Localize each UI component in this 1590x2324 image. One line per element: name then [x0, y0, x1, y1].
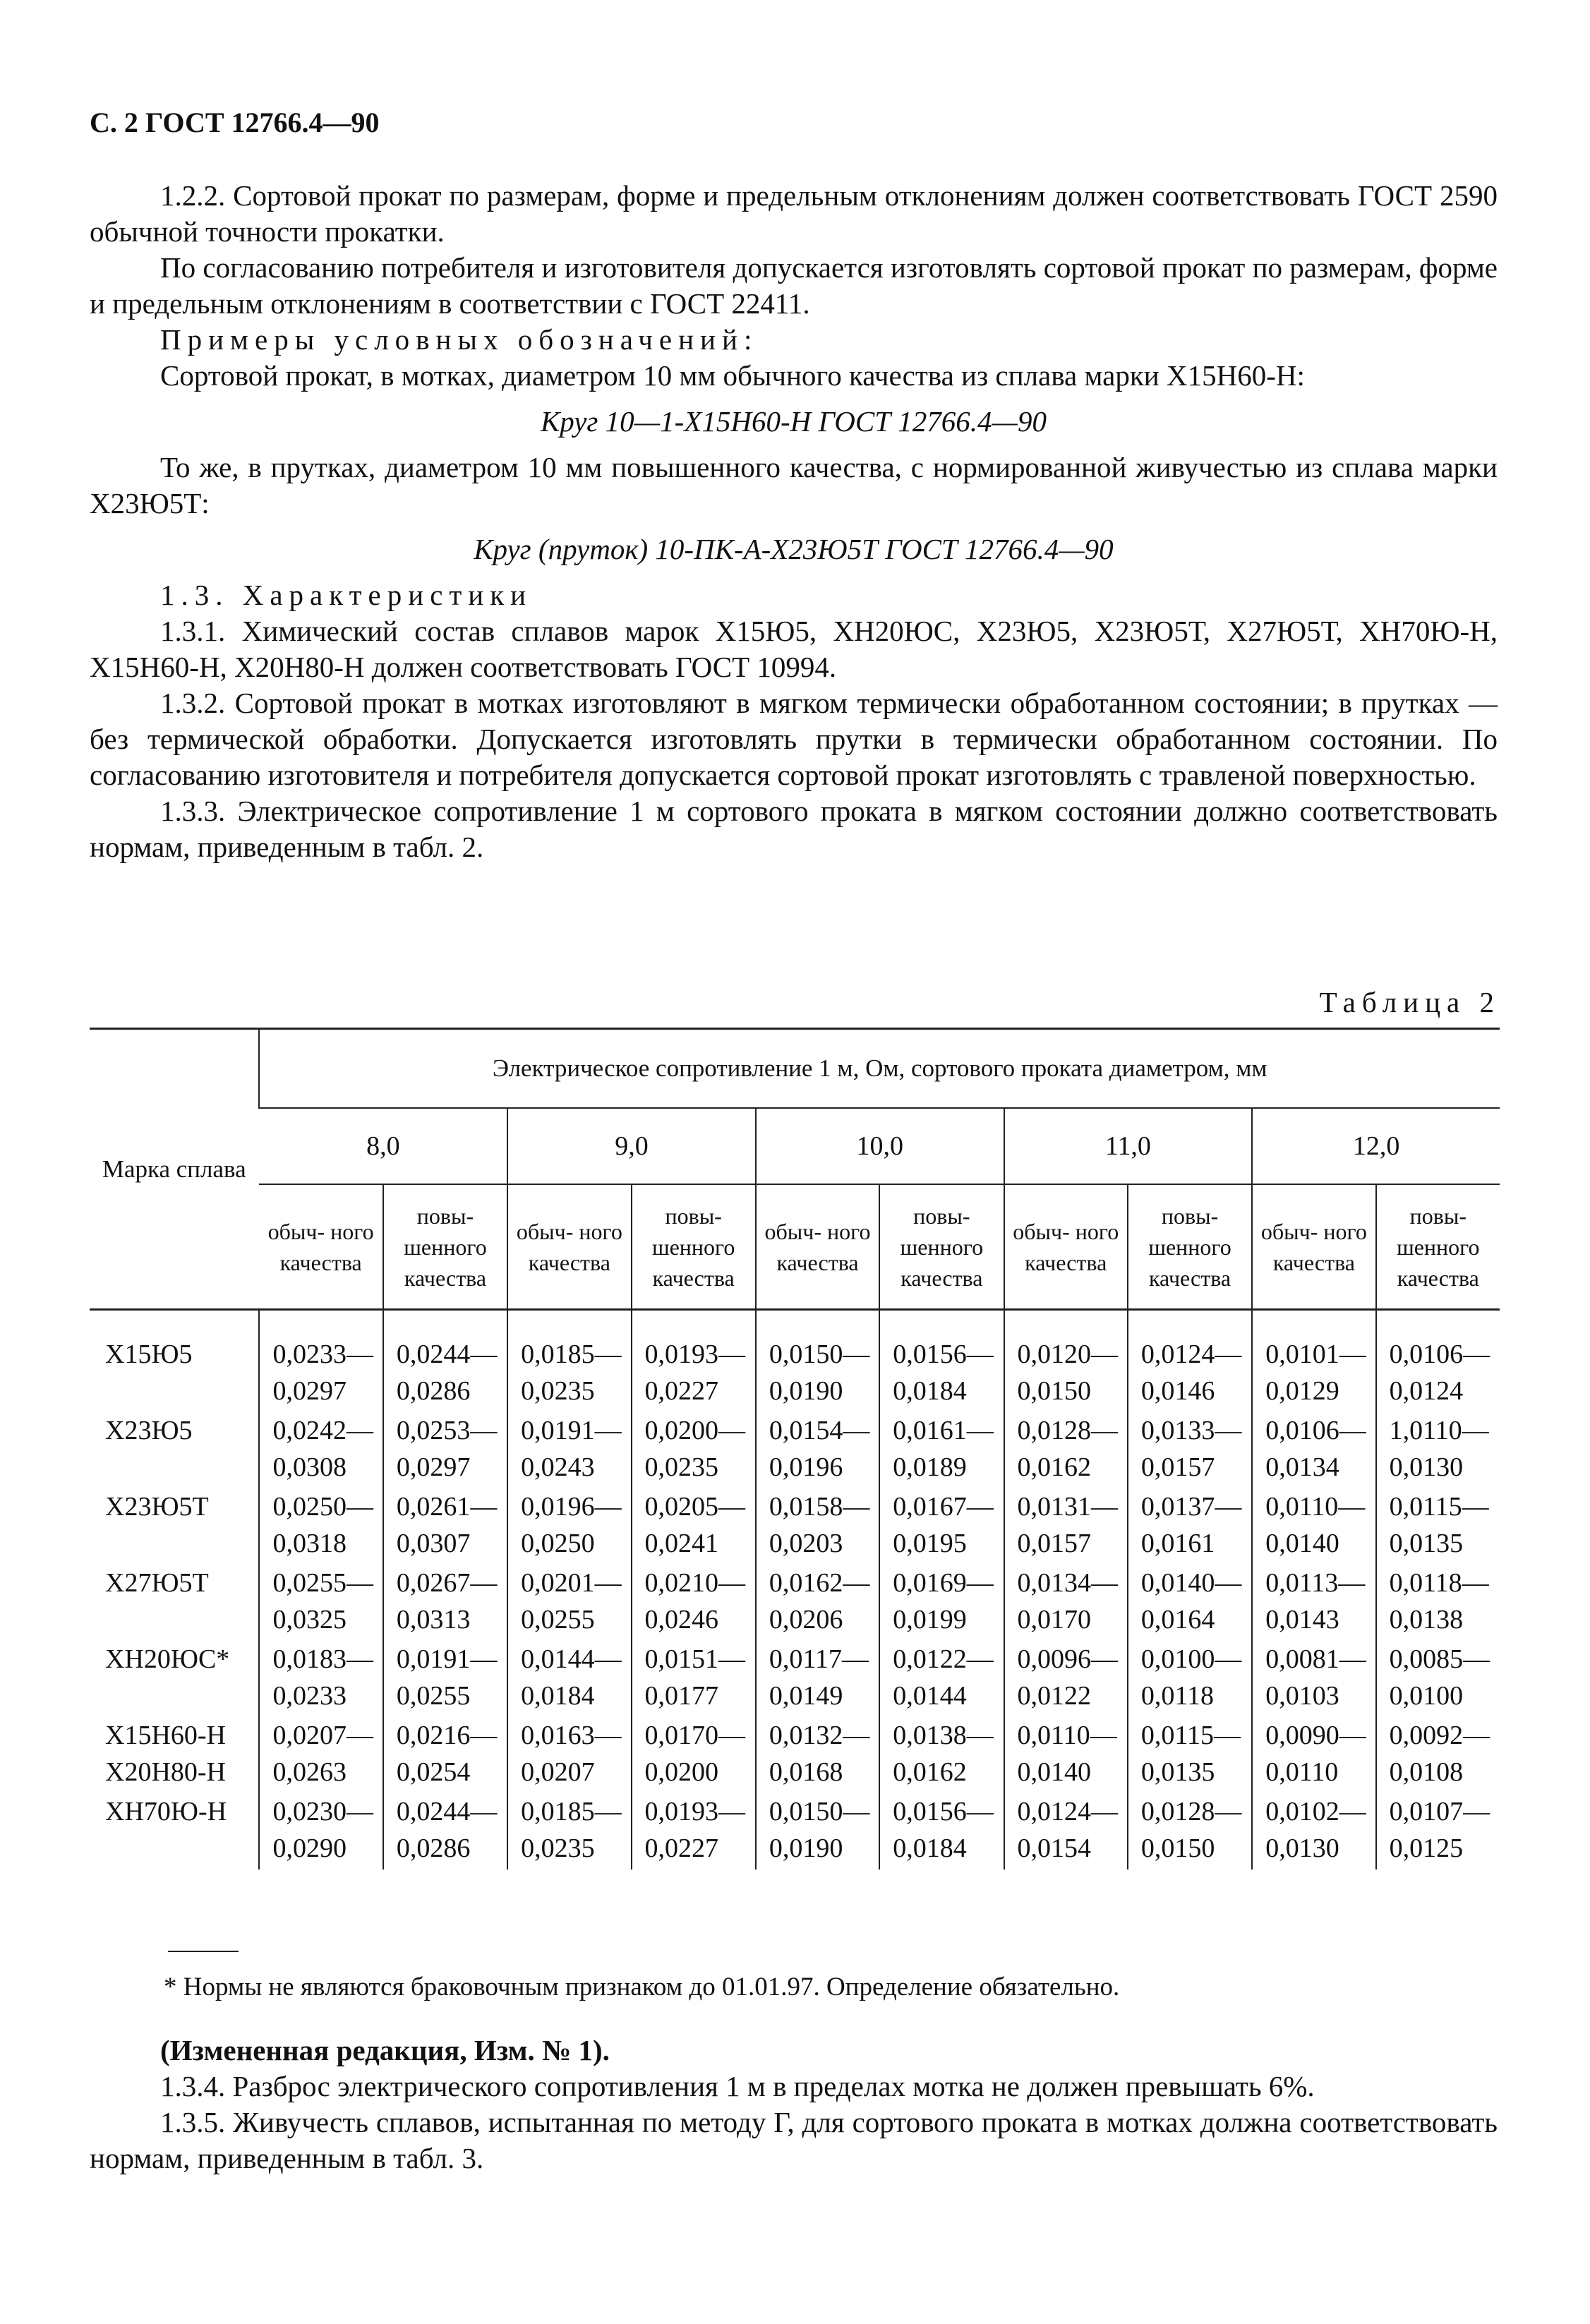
resistance-cell: 0,0162— 0,0206 [756, 1565, 879, 1641]
quality-high-header: повы- шенного качества [879, 1184, 1004, 1310]
paragraph-1-3-2: 1.3.2. Сортовой прокат в мотках изготовляют в мягком термически обработанном состоянии; в прутках — без термической обработки. Допускается изготовлять прутки в термически обработанном состоянии. По согласованию изготовителя и потребителя допускается сортовой прокат изготовлять с травленой поверхностью. [90, 687, 1498, 791]
resistance-cell: 0,0138— 0,0162 [879, 1717, 1004, 1793]
paragraph-1-3-3: 1.3.3. Электрическое сопротивление 1 м сортового проката в мягком состоянии должно соответствовать нормам, приведенным в табл. 2. [90, 795, 1498, 863]
resistance-cell: 0,0150— 0,0190 [756, 1793, 879, 1870]
resistance-cell: 0,0169— 0,0199 [879, 1565, 1004, 1641]
resistance-cell: 0,0134— 0,0170 [1004, 1565, 1128, 1641]
paragraph-1-3-4: 1.3.4. Разброс электрического сопротивления 1 м в пределах мотка не должен превышать 6%. [160, 2070, 1315, 2102]
resistance-cell: 1,0110— 0,0130 [1376, 1412, 1500, 1488]
resistance-cell: 0,0150— 0,0190 [756, 1336, 879, 1412]
resistance-cell: 0,0193— 0,0227 [632, 1793, 756, 1870]
resistance-cell: 0,0200— 0,0235 [632, 1412, 756, 1488]
grade-cell: Х23Ю5Т [105, 1492, 209, 1522]
example-1-description: Сортовой прокат, в мотках, диаметром 10 мм обычного качества из сплава марки Х15Н60-Н: [160, 359, 1305, 392]
diameter-header: 8,0 [259, 1108, 507, 1184]
resistance-cell: 0,0122— 0,0144 [879, 1641, 1004, 1717]
resistance-cell: 0,0106— 0,0134 [1252, 1412, 1375, 1488]
resistance-cell: 0,0132— 0,0168 [756, 1717, 879, 1793]
resistance-cell: 0,0156— 0,0184 [879, 1793, 1004, 1870]
resistance-cell: 0,0191— 0,0255 [383, 1641, 507, 1717]
resistance-main-header: Электрическое сопротивление 1 м, Ом, сортового проката диаметром, мм [259, 1029, 1500, 1109]
resistance-cell: 0,0101— 0,0129 [1252, 1336, 1375, 1412]
grade-cell: ХН20ЮС* [105, 1644, 230, 1674]
paragraph-agreement: По согласованию потребителя и изготовителя допускается изготовлять сортовой прокат по размерам, форме и предельным отклонениям в соответствии с ГОСТ 22411. [90, 251, 1498, 320]
resistance-cell: 0,0193— 0,0227 [632, 1336, 756, 1412]
resistance-cell: 0,0115— 0,0135 [1128, 1717, 1252, 1793]
paragraph-1-3-1: 1.3.1. Химический состав сплавов марок Х15Ю5, ХН20ЮС, Х23Ю5, Х23Ю5Т, Х27Ю5Т, ХН70Ю-Н, Х15Н60-Н, Х20Н80-Н должен соответствовать ГОСТ 10994. [90, 615, 1498, 683]
resistance-cell: 0,0128— 0,0162 [1004, 1412, 1128, 1488]
resistance-cell: 0,0183— 0,0233 [259, 1641, 383, 1717]
resistance-cell: 0,0081— 0,0103 [1252, 1641, 1375, 1717]
resistance-cell: 0,0102— 0,0130 [1252, 1793, 1375, 1870]
footnote-rule [168, 1951, 239, 1952]
resistance-cell: 0,0244— 0,0286 [383, 1336, 507, 1412]
quality-normal-header: обыч- ного качества [756, 1184, 879, 1310]
table-row [90, 1641, 1500, 1717]
resistance-cell: 0,0156— 0,0184 [879, 1336, 1004, 1412]
paragraph-1-3-5: 1.3.5. Живучесть сплавов, испытанная по методу Г, для сортового проката в мотках должна соответствовать нормам, приведенным в табл. 3. [90, 2106, 1498, 2174]
resistance-cell: 0,0154— 0,0196 [756, 1412, 879, 1488]
table-caption: Таблица 2 [1319, 986, 1500, 1018]
paragraph-1-2-2: 1.2.2. Сортовой прокат по размерам, форме и предельным отклонениям должен соответствовать ГОСТ 2590 обычной точности прокатки. [90, 179, 1498, 248]
resistance-cell: 0,0113— 0,0143 [1252, 1565, 1375, 1641]
resistance-cell: 0,0233— 0,0297 [259, 1336, 383, 1412]
example-2-description: То же, в прутках, диаметром 10 мм повышенного качества, с нормированной живучестью из сплава марки Х23Ю5Т: [90, 451, 1498, 519]
footnote: * Нормы не являются браковочным признаком до 01.01.97. Определение обязательно. [164, 1973, 1120, 2001]
resistance-cell: 0,0185— 0,0235 [507, 1336, 631, 1412]
resistance-cell: 0,0133— 0,0157 [1128, 1412, 1252, 1488]
table-row [90, 1565, 1500, 1641]
quality-high-header: повы- шенного качества [1128, 1184, 1252, 1310]
resistance-cell: 0,0207— 0,0263 [259, 1717, 383, 1793]
resistance-cell: 0,0230— 0,0290 [259, 1793, 383, 1870]
grade-cell: Х15Ю5 [105, 1339, 193, 1369]
resistance-cell: 0,0118— 0,0138 [1376, 1565, 1500, 1641]
resistance-cell: 0,0124— 0,0154 [1004, 1793, 1128, 1870]
resistance-cell: 0,0267— 0,0313 [383, 1565, 507, 1641]
grade-cell: Х15Н60-Н Х20Н80-Н [105, 1721, 226, 1787]
resistance-cell: 0,0124— 0,0146 [1128, 1336, 1252, 1412]
quality-normal-header: обыч- ного качества [1252, 1184, 1375, 1310]
resistance-cell: 0,0210— 0,0246 [632, 1565, 756, 1641]
grade-column-header: Марка сплава [90, 1029, 259, 1310]
resistance-cell: 0,0205— 0,0241 [632, 1488, 756, 1565]
quality-normal-header: обыч- ного качества [259, 1184, 383, 1310]
resistance-cell: 0,0096— 0,0122 [1004, 1641, 1128, 1717]
resistance-cell: 0,0092— 0,0108 [1376, 1717, 1500, 1793]
resistance-cell: 0,0128— 0,0150 [1128, 1793, 1252, 1870]
diameter-header: 12,0 [1252, 1108, 1500, 1184]
resistance-cell: 0,0158— 0,0203 [756, 1488, 879, 1565]
resistance-cell: 0,0163— 0,0207 [507, 1717, 631, 1793]
resistance-cell: 0,0242— 0,0308 [259, 1412, 383, 1488]
quality-normal-header: обыч- ного качества [1004, 1184, 1128, 1310]
quality-high-header: повы- шенного качества [632, 1184, 756, 1310]
resistance-cell: 0,0151— 0,0177 [632, 1641, 756, 1717]
quality-high-header: повы- шенного качества [1376, 1184, 1500, 1310]
resistance-cell: 0,0261— 0,0307 [383, 1488, 507, 1565]
table-row [90, 1336, 1500, 1412]
resistance-cell: 0,0170— 0,0200 [632, 1717, 756, 1793]
resistance-cell: 0,0100— 0,0118 [1128, 1641, 1252, 1717]
diameter-header: 10,0 [756, 1108, 1004, 1184]
resistance-cell: 0,0185— 0,0235 [507, 1793, 631, 1870]
resistance-cell: 0,0107— 0,0125 [1376, 1793, 1500, 1870]
upper-text-block [90, 178, 1498, 865]
resistance-cell: 0,0161— 0,0189 [879, 1412, 1004, 1488]
resistance-cell: 0,0090— 0,0110 [1252, 1717, 1375, 1793]
resistance-cell: 0,0085— 0,0100 [1376, 1641, 1500, 1717]
resistance-cell: 0,0253— 0,0297 [383, 1412, 507, 1488]
table-row [90, 1412, 1500, 1488]
resistance-cell: 0,0255— 0,0325 [259, 1565, 383, 1641]
resistance-cell: 0,0144— 0,0184 [507, 1641, 631, 1717]
resistance-cell: 0,0167— 0,0195 [879, 1488, 1004, 1565]
resistance-cell: 0,0216— 0,0254 [383, 1717, 507, 1793]
lower-text-block [90, 2033, 1498, 2177]
page-header: С. 2 ГОСТ 12766.4—90 [90, 107, 380, 138]
resistance-cell: 0,0110— 0,0140 [1004, 1717, 1128, 1793]
quality-high-header: повы- шенного качества [383, 1184, 507, 1310]
table-body [90, 1310, 1500, 1870]
amendment-note: (Измененная редакция, Изм. № 1). [160, 2034, 610, 2066]
resistance-cell: 0,0201— 0,0255 [507, 1565, 631, 1641]
resistance-cell: 0,0120— 0,0150 [1004, 1336, 1128, 1412]
diameter-header: 9,0 [507, 1108, 756, 1184]
resistance-cell: 0,0131— 0,0157 [1004, 1488, 1128, 1565]
diameter-header: 11,0 [1004, 1108, 1253, 1184]
grade-cell: ХН70Ю-Н [105, 1797, 227, 1826]
grade-cell: Х23Ю5 [105, 1416, 193, 1445]
resistance-cell: 0,0244— 0,0286 [383, 1793, 507, 1870]
resistance-cell: 0,0196— 0,0250 [507, 1488, 631, 1565]
quality-normal-header: обыч- ного качества [507, 1184, 631, 1310]
examples-heading: Примеры условных обозначений: [160, 323, 759, 356]
resistance-table [90, 1028, 1500, 1870]
resistance-cell: 0,0117— 0,0149 [756, 1641, 879, 1717]
resistance-cell: 0,0137— 0,0161 [1128, 1488, 1252, 1565]
resistance-cell: 0,0191— 0,0243 [507, 1412, 631, 1488]
resistance-cell: 0,0140— 0,0164 [1128, 1565, 1252, 1641]
grade-cell: Х27Ю5Т [105, 1568, 209, 1598]
resistance-cell: 0,0250— 0,0318 [259, 1488, 383, 1565]
resistance-cell: 0,0110— 0,0140 [1252, 1488, 1375, 1565]
resistance-cell: 0,0106— 0,0124 [1376, 1336, 1500, 1412]
table-row [90, 1717, 1500, 1793]
table-row [90, 1793, 1500, 1870]
table-row [90, 1488, 1500, 1565]
example-2-designation: Круг (пруток) 10-ПК-А-Х23Ю5Т ГОСТ 12766.4—90 [474, 533, 1114, 565]
resistance-cell: 0,0115— 0,0135 [1376, 1488, 1500, 1565]
section-1-3-heading: 1.3. Характеристики [160, 579, 533, 611]
example-1-designation: Круг 10—1-Х15Н60-Н ГОСТ 12766.4—90 [541, 405, 1047, 438]
